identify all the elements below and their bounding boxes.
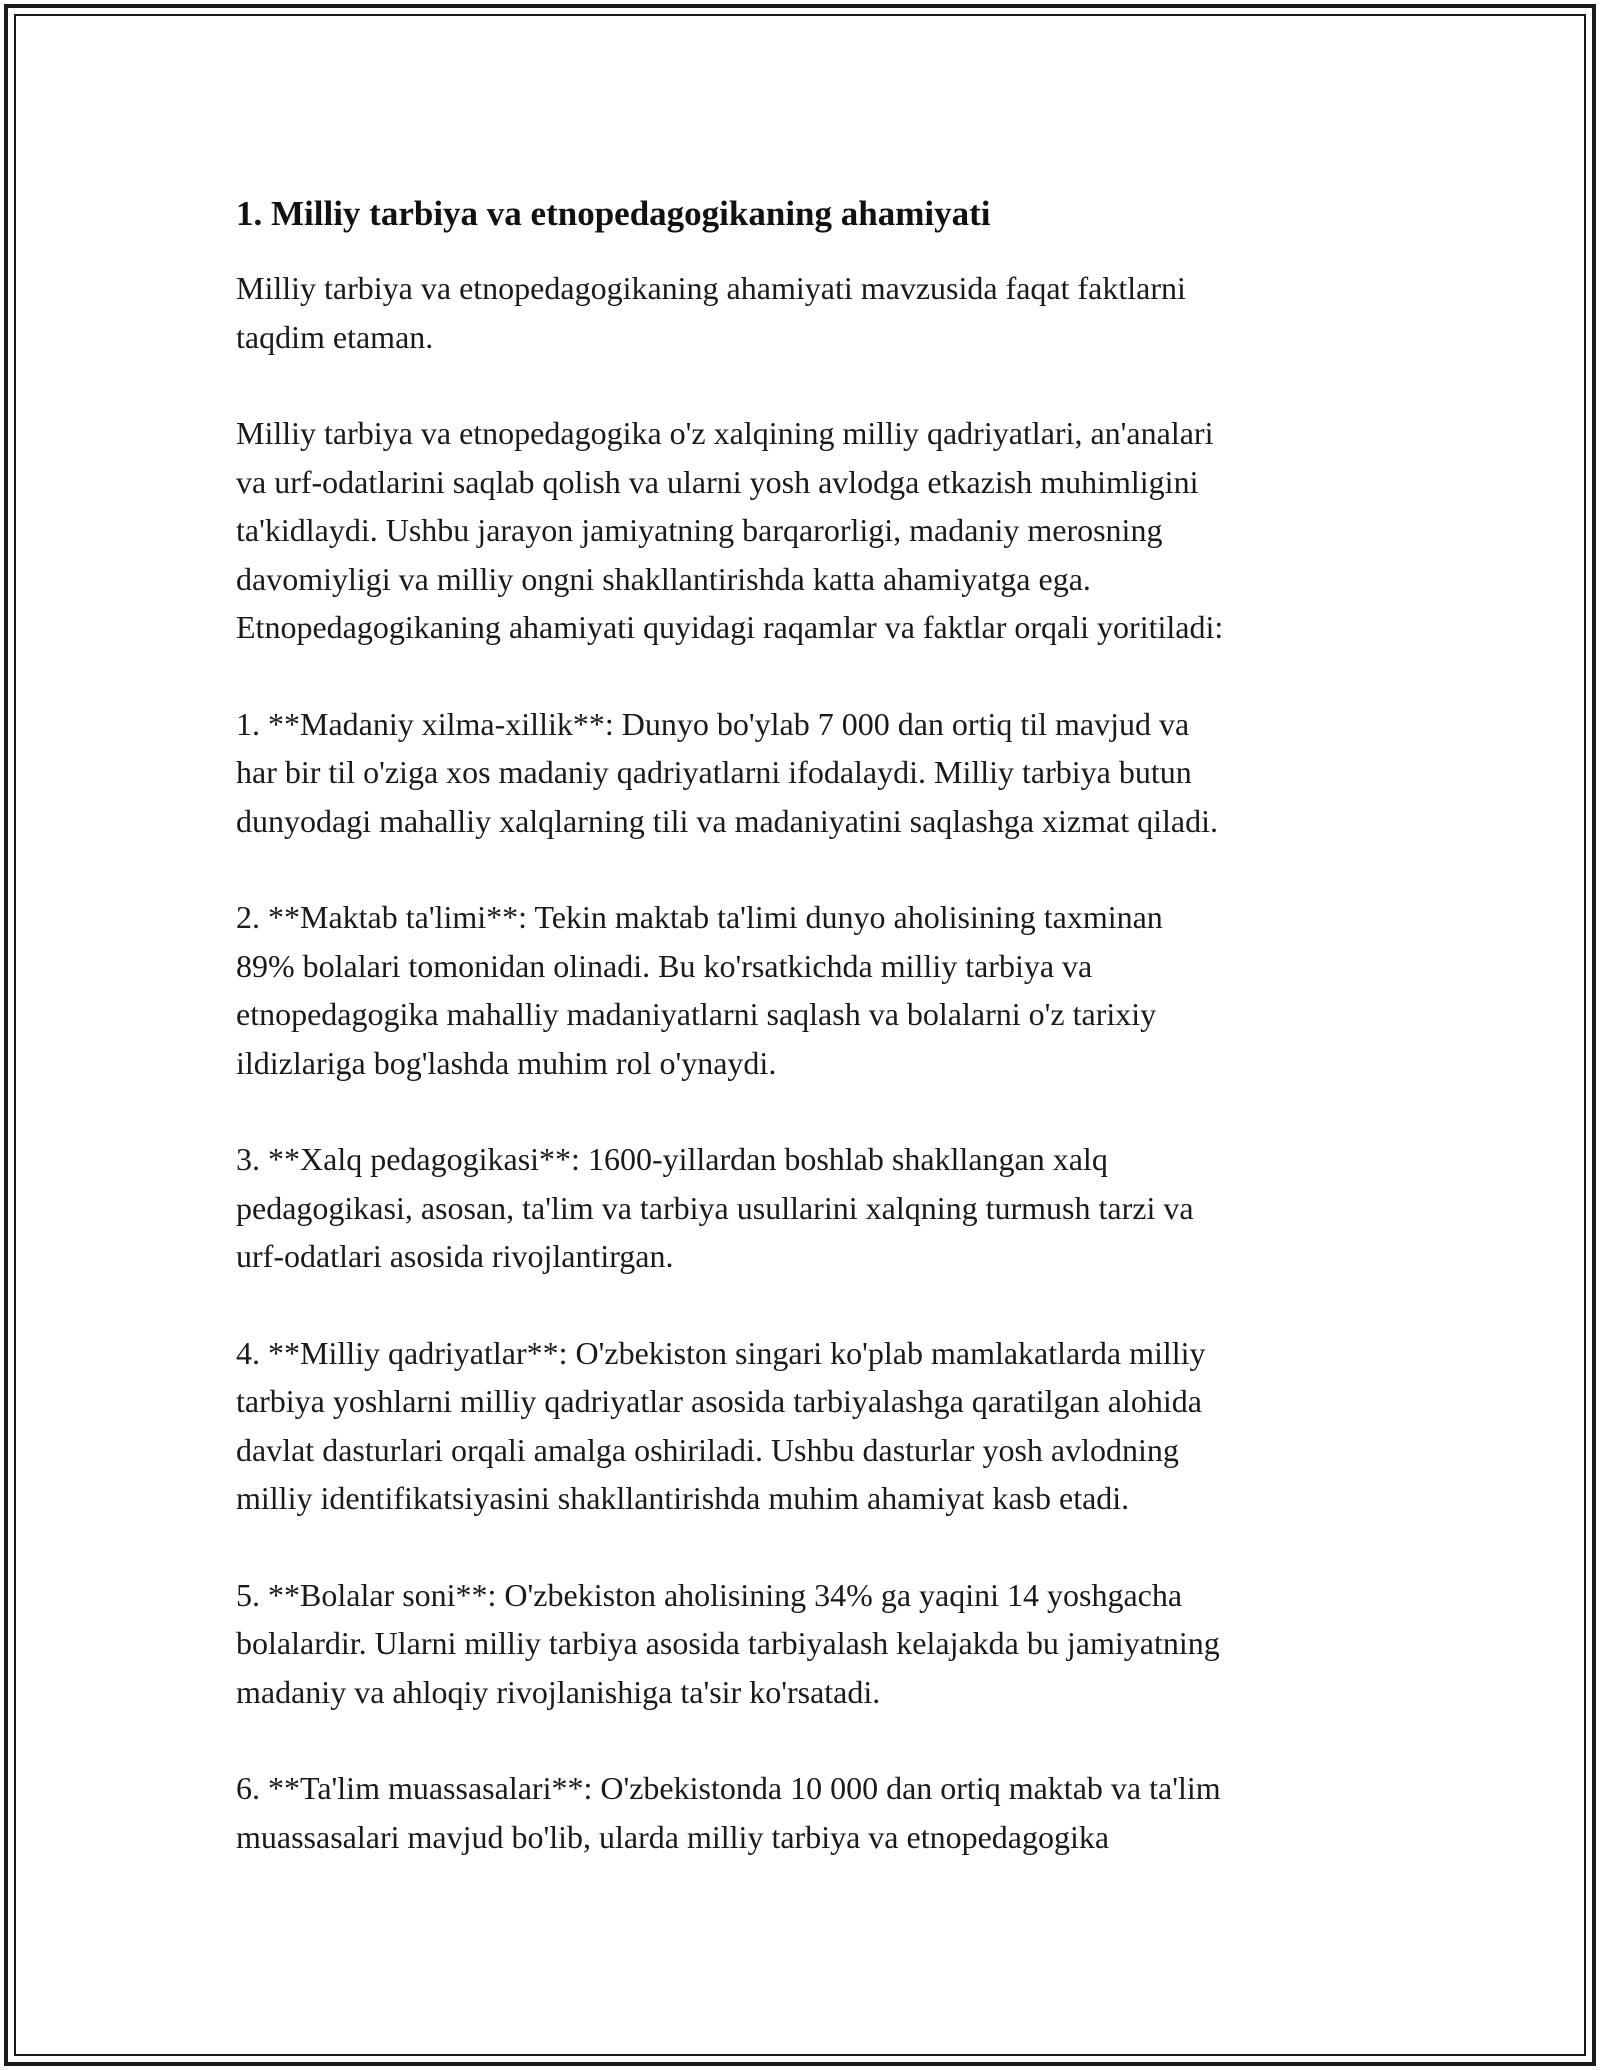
intro-paragraph: Milliy tarbiya va etnopedagogikaning ahamiyati mavzusida faqat faktlarni taqdim etaman. [236,270,1186,355]
list-item-2-school-education: 2. **Maktab ta'limi**: Tekin maktab ta'limi dunyo aholisining taxminan 89% bolalari tomonidan olinadi. Bu ko'rsatkichda milliy tarbiya va etnopedagogika mahalliy madaniyatlarni saqlash va bolalarni o'z tarixiy ildizlariga bog'lashda muhim rol o'ynaydi. [236,899,1163,1081]
section-heading: 1. Milliy tarbiya va etnopedagogikaning ahamiyati [236,194,991,233]
list-item-3-folk-pedagogy: 3. **Xalq pedagogikasi**: 1600-yillardan boshlab shakllangan xalq pedagogikasi, asosan, ta'lim va tarbiya usullarini xalqning turmush tarzi va urf-odatlari asosida rivojlantirgan. [236,1141,1194,1274]
list-item-6-educational-institutions: 6. **Ta'lim muassasalari**: O'zbekistonda 10 000 dan ortiq maktab va ta'lim muassasalari mavjud bo'lib, ularda milliy tarbiya va etnopedagogika [236,1770,1221,1855]
list-item-5-children-count: 5. **Bolalar soni**: O'zbekiston aholisining 34% ga yaqini 14 yoshgacha bolalardir. Ularni milliy tarbiya asosida tarbiyalash kelajakda bu jamiyatning madaniy va ahloqiy rivojlanishiga ta'sir ko'rsatadi. [236,1576,1220,1710]
list-item-4-national-values: 4. **Milliy qadriyatlar**: O'zbekiston singari ko'plab mamlakatlarda milliy tarbiya yoshlarni milliy qadriyatlar asosida tarbiyalashga qaratilgan alohida davlat dasturlari orqali amalga oshiriladi. Ushbu dasturlar yosh avlodning milliy identifikatsiyasini shakllantirishda muhim ahamiyat kasb etadi. [236,1334,1206,1516]
overview-paragraph: Milliy tarbiya va etnopedagogika o'z xalqining milliy qadriyatlari, an'analari va urf-odatlarini saqlab qolish va ularni yosh avlodga etkazish muhimligini ta'kidlaydi. Ushbu jarayon jamiyatning barqarorligi, madaniy merosning davomiyligi va milliy ongni shakllantirishda katta ahamiyatga ega. Etnopedagogikaning ahamiyati quyidagi raqamlar va faktlar orqali yoritiladi: [236,415,1224,645]
list-item-1-cultural-diversity: 1. **Madaniy xilma-xillik**: Dunyo bo'ylab 7 000 dan ortiq til mavjud va har bir til o'ziga xos madaniy qadriyatlarni ifodalaydi. Milliy tarbiya butun dunyodagi mahalliy xalqlarning tili va madaniyatini saqlashga xizmat qiladi. [236,705,1218,839]
document-body [236,188,1376,1909]
